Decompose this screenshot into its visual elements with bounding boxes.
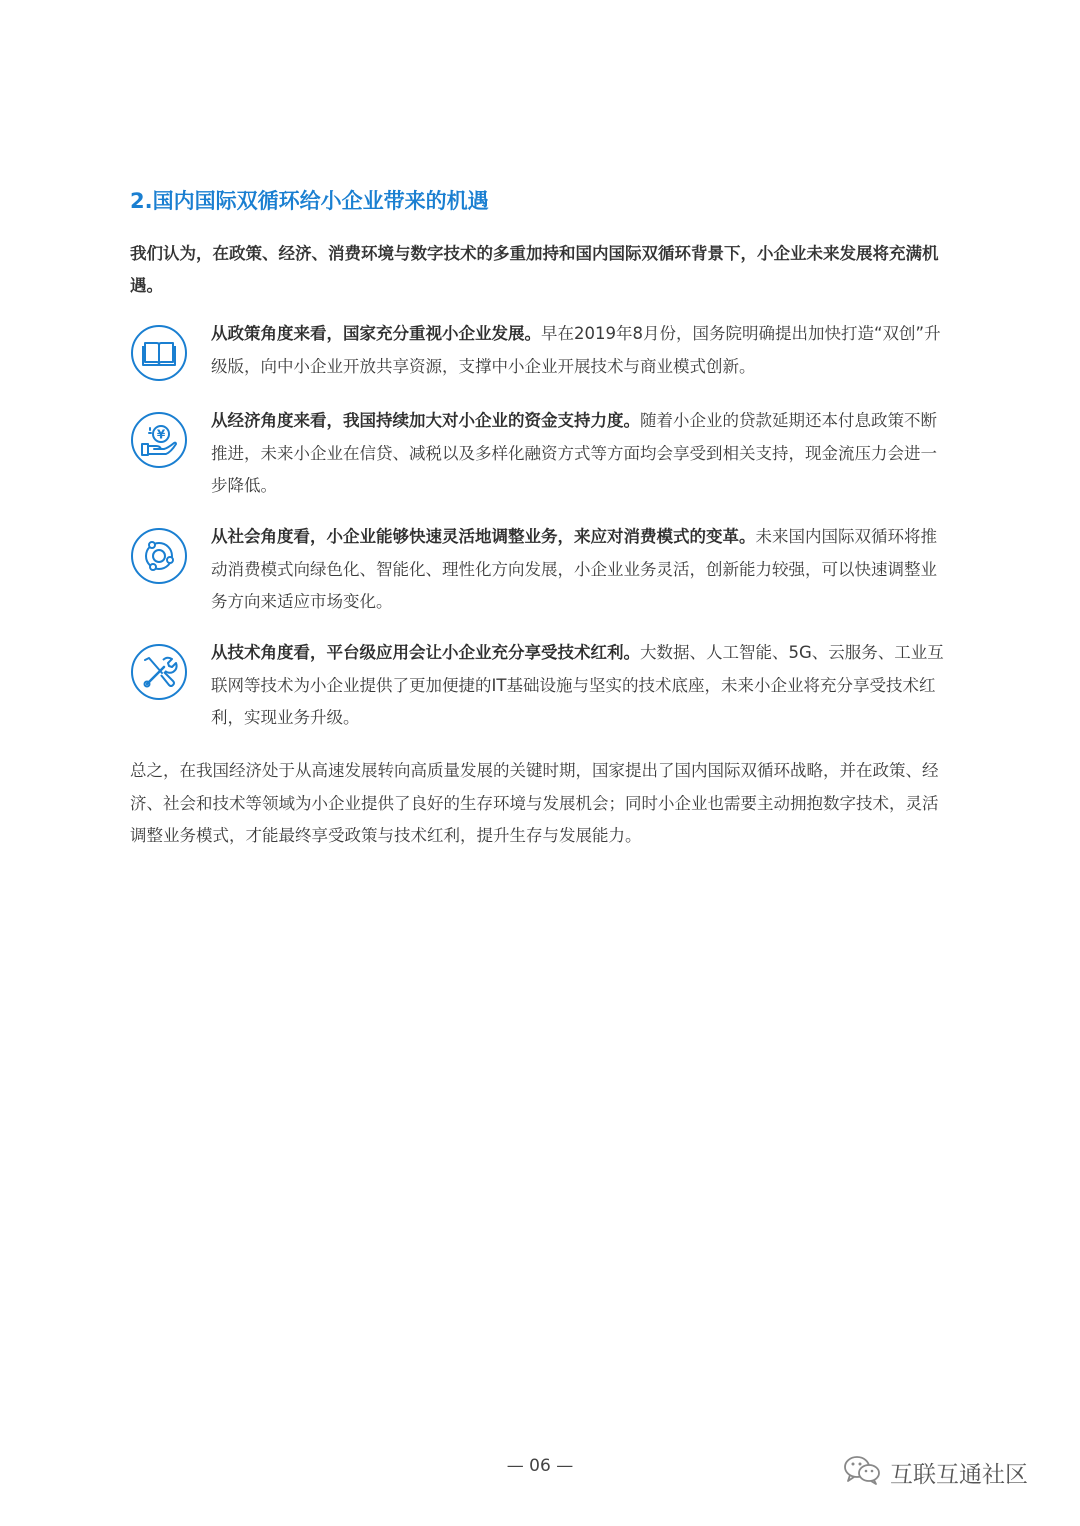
point-lead: 从政策角度来看，国家充分重视小企业发展。	[211, 324, 541, 343]
orbit-icon	[130, 527, 188, 585]
point-lead: 从社会角度看，小企业能够快速灵活地调整业务，来应对消费模式的变革。	[211, 527, 756, 546]
point-text	[211, 521, 952, 619]
wechat-icon	[842, 1454, 882, 1490]
point-text	[211, 318, 952, 383]
point-lead: 从技术角度看，平台级应用会让小企业充分享受技术红利。	[211, 643, 640, 662]
page-title: 2.国内国际双循环给小企业带来的机遇	[130, 189, 489, 213]
hand-yuan-icon	[130, 411, 188, 469]
watermark-text: 互联互通社区	[890, 1461, 1028, 1488]
point-technology	[130, 637, 952, 747]
point-lead: 从经济角度来看，我国持续加大对小企业的资金支持力度。	[211, 411, 640, 430]
svg-text:¥: ¥	[156, 427, 166, 442]
point-body: 大数据、人工智能、5G、云服务、工业互联网等技术为小企业提供了更加便捷的IT基础设施与坚实的技术底座，未来小企业将充分享受技术红利，实现业务升级。	[211, 643, 944, 727]
point-body: 随着小企业的贷款延期还本付息政策不断推进，未来小企业在信贷、减税以及多样化融资方式等方面均会享受到相关支持，现金流压力会进一步降低。	[211, 411, 937, 495]
point-economy	[130, 405, 952, 515]
point-text	[211, 637, 952, 735]
point-body: 未来国内国际双循环将推动消费模式向绿色化、智能化、理性化方向发展，小企业业务灵活，创新能力较强，可以快速调整业务方向来适应市场变化。	[211, 527, 937, 611]
point-policy	[130, 318, 952, 418]
page-number: — 06 —	[506, 1456, 574, 1476]
tools-icon	[130, 643, 188, 701]
intro-paragraph: 我们认为，在政策、经济、消费环境与数字技术的多重加持和国内国际双循环背景下，小企业未来发展将充满机遇。	[130, 244, 939, 295]
summary-paragraph: 总之，在我国经济处于从高速发展转向高质量发展的关键时期，国家提出了国内国际双循环战略，并在政策、经济、社会和技术等领域为小企业提供了良好的生存环境与发展机会；同时小企业也需要主动拥抱数字技术，灵活调整业务模式，才能最终享受政策与技术红利，提升生存与发展能力。	[130, 761, 939, 845]
book-icon	[130, 324, 188, 382]
point-body: 早在2019年8月份，国务院明确提出加快打造“双创”升级版，向中小企业开放共享资源，支撑中小企业开展技术与商业模式创新。	[211, 324, 941, 376]
watermark	[842, 1452, 1028, 1492]
point-society	[130, 521, 952, 631]
point-text	[211, 405, 952, 503]
